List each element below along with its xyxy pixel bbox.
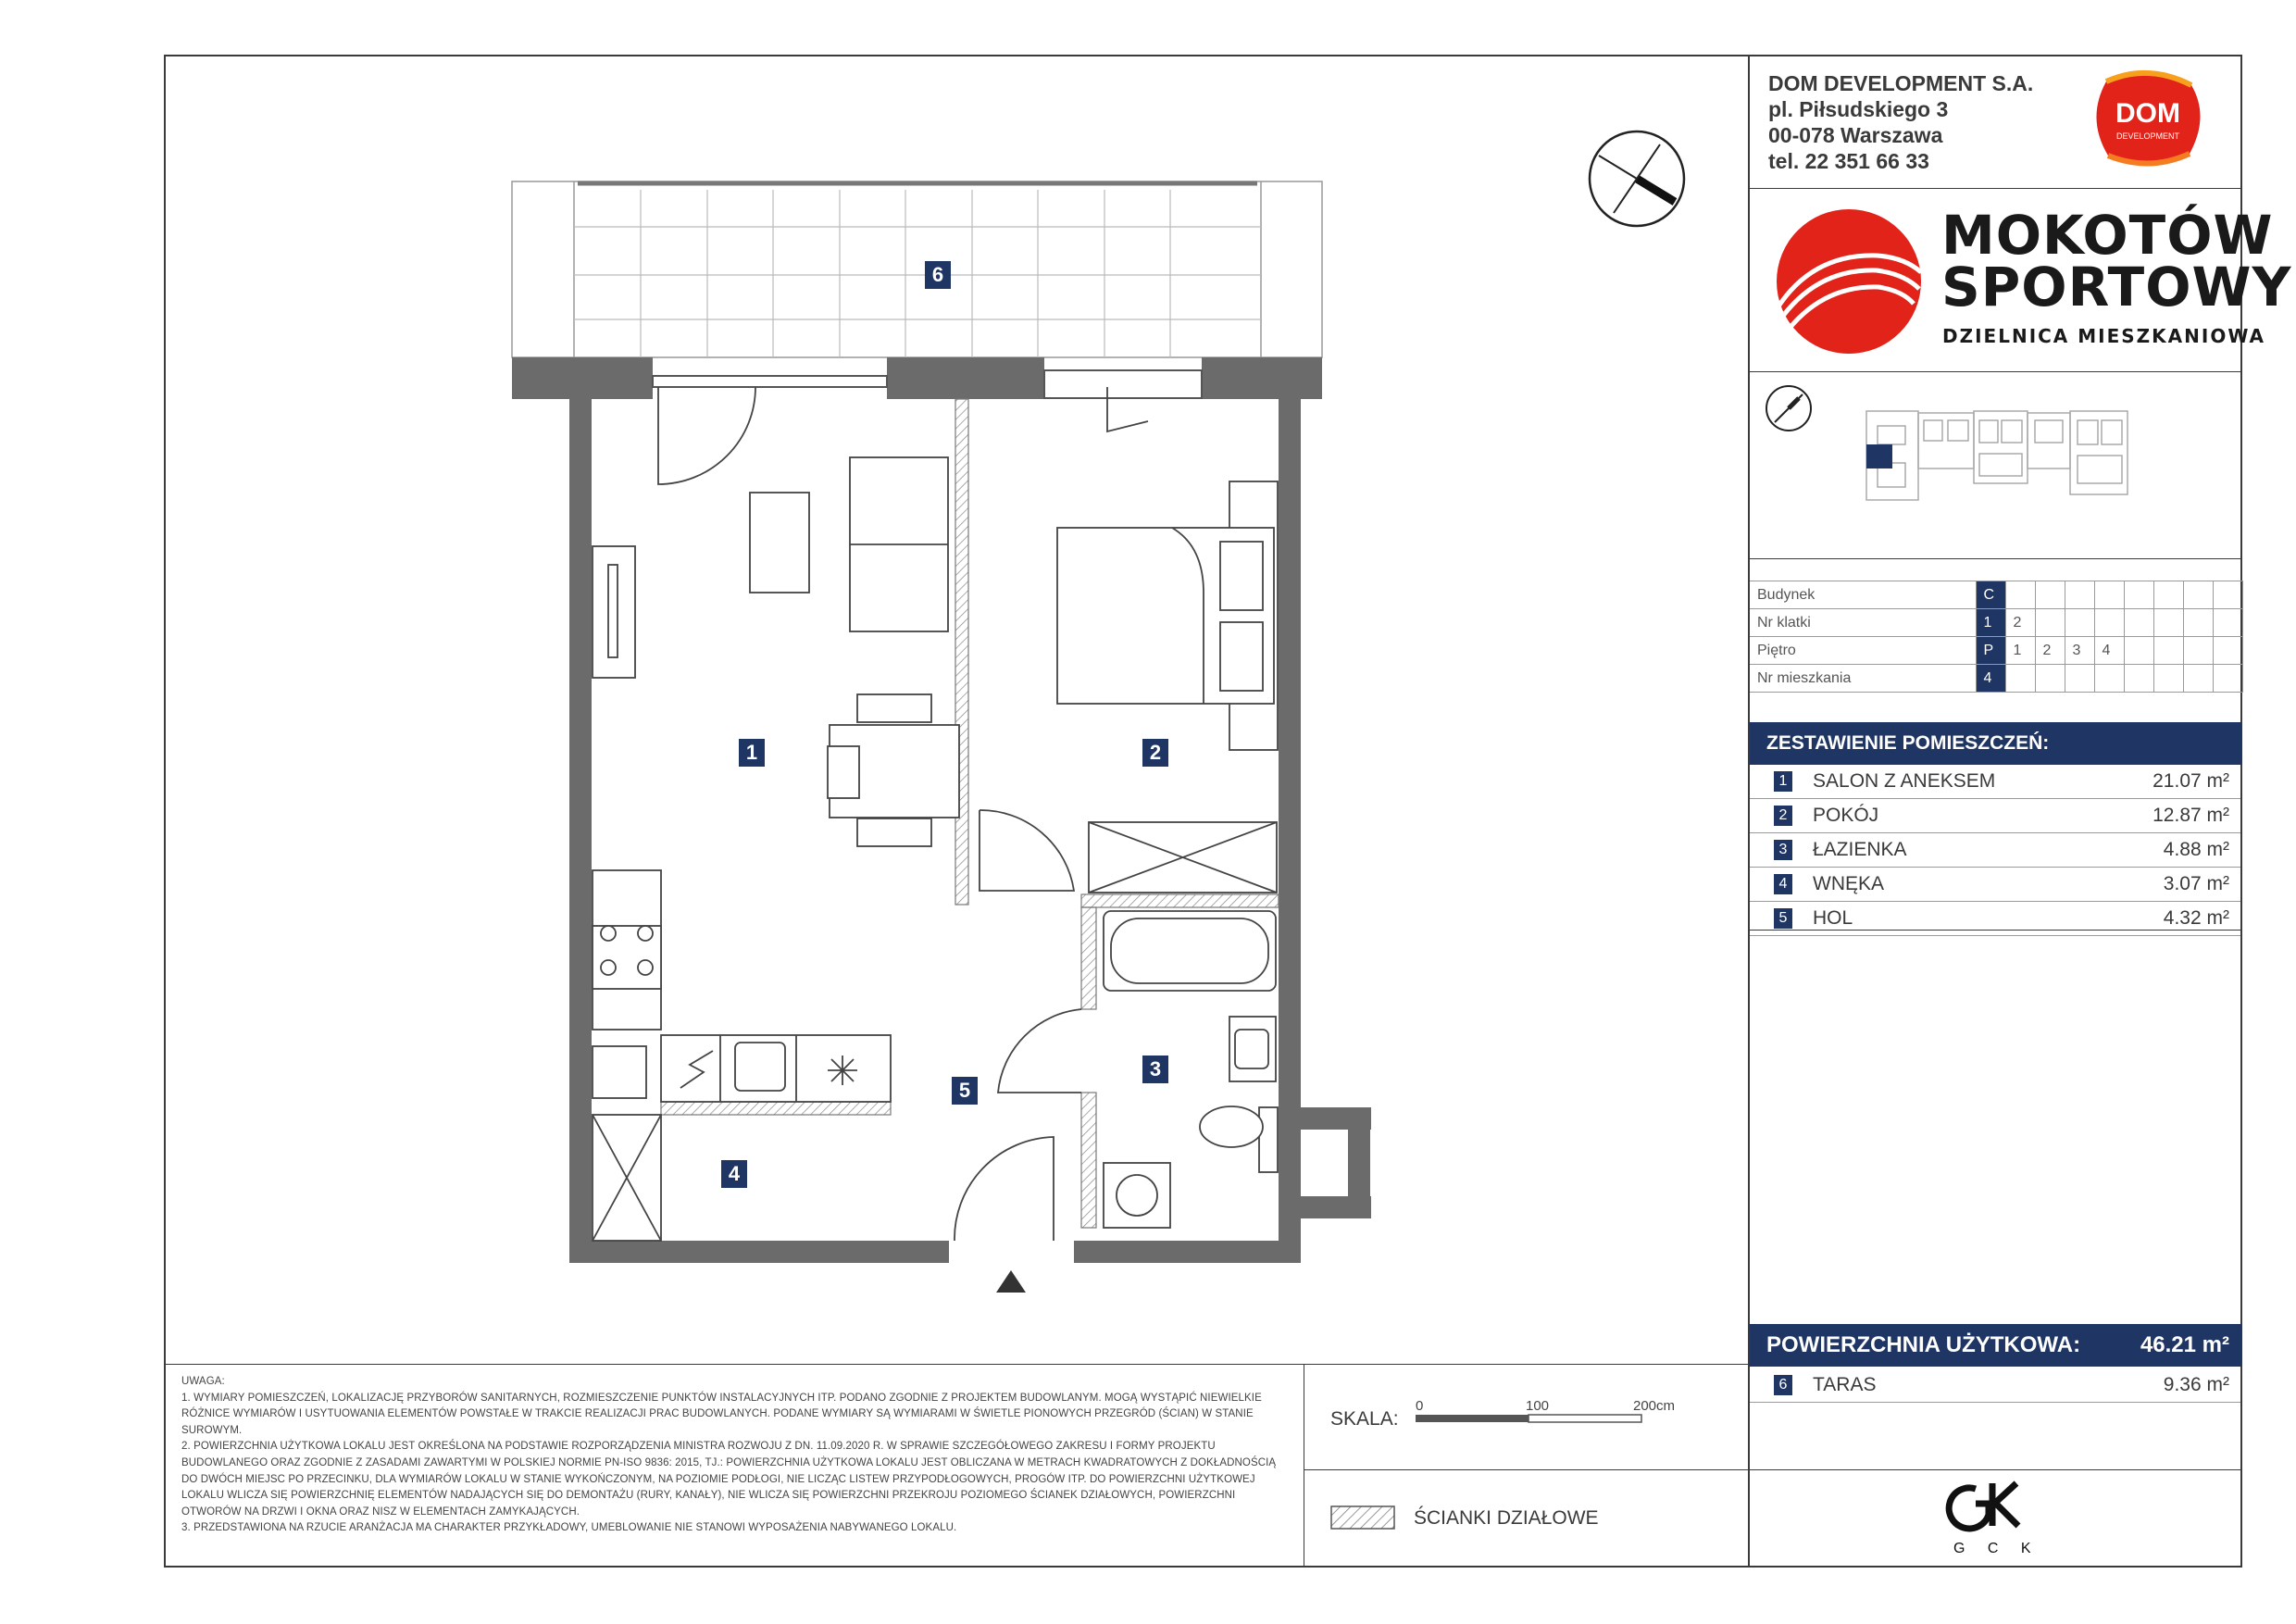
info-cell [2035,581,2065,609]
note-item: 1. WYMIARY POMIESZCZEŃ, LOKALIZACJĘ PRZYBORÓW SANITARNYCH, ROZMIESZCZENIE PUNKTÓW INSTALACYJNYCH ITP. PODANO ZGODNIE Z PROJEKTEM BUDOWLANYM. MOGĄ WYSTĄPIĆ NIEWIELKIE RÓŻNICE WYMIARÓW I USYTUOWANIA ELEMENTÓW POWSTAŁE W TRAKCIE REALIZACJI PRAC BUDOWLANYCH. PODANE WYMIARY SĄ WYMIARAMI W ŚWIETLE PIONOWYCH PRZEGRÓD (ŚCIAN) W STANIE SUROWYM. [181,1392,1262,1436]
info-cell [2183,665,2213,693]
room-area: 4.88 m² [2163,839,2229,860]
info-cell [2213,609,2242,637]
info-label: Nr klatki [1750,609,1976,637]
info-cell: P [1976,637,2005,665]
info-cell [2065,609,2094,637]
info-cell [2094,609,2124,637]
info-cell: 4 [2094,637,2124,665]
room-number: 5 [1774,908,1792,929]
plan-label-4: 4 [721,1160,747,1188]
info-cell [2153,665,2183,693]
info-cell [2124,637,2153,665]
mokotow-sportowy-logo-mark [1775,207,1923,356]
legend-label: ŚCIANKI DZIAŁOWE [1414,1507,1599,1529]
svg-text:DEVELOPMENT: DEVELOPMENT [2115,131,2180,141]
room-number: 3 [1774,840,1792,860]
info-cell [2183,609,2213,637]
note-item: 2. POWIERZCHNIA UŻYTKOWA LOKALU JEST OKREŚLONA NA PODSTAWIE ROZPORZĄDZENIA MINISTRA ROZWOJU Z DN. 11.09.2020 R. W SPRAWIE SZCZEGÓŁOWEGO ZAKRESU I FORMY PROJEKTU BUDOWLANEGO ORAZ ZGODNIE Z ZASADAMI ZAWARTYMI W POLSKIEJ NORMIE PN-ISO 9836: 2015, TJ.: POWIERZCHNIA UŻYTKOWA LOKALU JEST OBLICZANA W METRACH KWADRATOWYCH Z DOKŁADNOŚCIĄ DO DWÓCH MIEJSC PO PRZECINKU, DLA WYMIARÓW LOKALU W STANIE WYKOŃCZONYM, NA POZIOMIE PODŁOGI, NIE LICZĄC LISTEW PRZYPODŁOGOWYCH, PROGÓW ITP. DO POWIERZCHNI UŻYTKOWEJ LOKALU WLICZA SIĘ POWIERZCHNIĘ ELEMENTÓW NADAJĄCYCH SIĘ DO DEMONTAŻU (RURY, KANAŁY), NIE WLICZA SIĘ POWIERZCHNI PRZEKROJU POZIOMEGO ŚCIANEK DZIAŁOWYCH, POWIERZCHNI OTWORÓW NA DRZWI I OKNA ORAZ NISZ W ELEMENTACH ZAMYKAJĄCYCH. [181,1441,1277,1518]
building-key-plan [1859,407,2137,506]
company-block [1768,70,2033,174]
plan-label-5: 5 [952,1077,978,1105]
living-furniture [593,457,959,846]
info-cell [2094,665,2124,693]
info-cell [2094,581,2124,609]
info-cell [2213,637,2242,665]
room-row [1750,833,2240,868]
panel-divider [1748,558,2242,559]
dom-development-logo [2088,69,2208,169]
usable-area-label: POWIERZCHNIA UŻYTKOWA: [1766,1332,2081,1357]
room-number: 2 [1774,806,1792,826]
room-name: WNĘKA [1813,873,1885,894]
svg-text:DOM: DOM [2115,98,2180,129]
info-row-pietro [1750,637,2242,665]
info-cell: 2 [2005,609,2035,637]
room-row [1750,868,2240,902]
terrace-area-drawing [512,181,1322,357]
info-cell [2005,665,2035,693]
usable-area-value: 46.21 m² [2140,1332,2229,1357]
bottom-divider [1304,1469,1750,1470]
room-name: POKÓJ [1813,805,1879,826]
info-label: Budynek [1750,581,1976,609]
room-area: 4.32 m² [2163,907,2229,929]
info-cell [2035,665,2065,693]
rooms-list [1750,765,2240,936]
room-area: 21.07 m² [2152,770,2229,792]
panel-divider [1748,1469,2242,1470]
room-area: 12.87 m² [2152,805,2229,826]
info-cell [2124,609,2153,637]
info-cell: 1 [2005,637,2035,665]
partition-wall-hatch-swatch [1330,1505,1395,1530]
terrace-name: TARAS [1813,1374,1877,1395]
panel-divider [1748,371,2242,372]
company-name: DOM DEVELOPMENT S.A. [1768,71,2034,95]
info-cell: C [1976,581,2005,609]
usable-area-band [1750,1324,2242,1367]
info-cell [2153,609,2183,637]
compass-small-icon [1764,383,1814,433]
bottom-divider [164,1364,1750,1365]
info-label: Piętro [1750,637,1976,665]
floor-plan [500,176,1398,1305]
rooms-header [1750,722,2242,765]
info-row-klatka [1750,609,2242,637]
terrace-row [1750,1368,2240,1403]
bedroom-furniture [1057,481,1278,893]
notes-title: UWAGA: [181,1376,225,1387]
info-cell: 4 [1976,665,2005,693]
room-area: 3.07 m² [2163,873,2229,894]
info-row-budynek [1750,581,2242,609]
info-cell [2153,581,2183,609]
note-item: 3. PRZEDSTAWIONA NA RZUCIE ARANŻACJA MA CHARAKTER PRZYKŁADOWY, UMEBLOWANIE NIE STANOWI WYPOSAŻENIA NABYWANEGO LOKALU. [181,1522,957,1534]
info-cell [2065,665,2094,693]
info-cell [2124,665,2153,693]
info-label: Nr mieszkania [1750,665,1976,693]
info-cell [2213,581,2242,609]
project-title-line2: SPORTOWY [1941,256,2292,319]
info-cell [2183,581,2213,609]
info-cell [2124,581,2153,609]
info-cell [2035,609,2065,637]
notes-block [181,1374,1292,1537]
project-title [1941,204,2292,319]
room-row [1750,902,2240,936]
scale-tick: 0 [1416,1398,1424,1414]
plan-label-6: 6 [925,261,951,289]
plan-label-1: 1 [739,739,765,767]
info-cell [2213,665,2242,693]
project-subtitle: DZIELNICA MIESZKANIOWA [1942,325,2265,347]
north-compass-icon [1586,128,1688,230]
project-title-line1: MOKOTÓW [1941,204,2274,267]
room-number: 4 [1774,874,1792,894]
panel-divider [1748,188,2242,189]
info-cell [2065,581,2094,609]
scale-tick: 200cm [1633,1398,1676,1414]
plan-label-3: 3 [1142,1056,1168,1083]
apartment-info-table [1750,581,2243,693]
room-name: SALON Z ANEKSEM [1813,770,1996,792]
bathroom-furniture [1104,911,1278,1228]
info-row-mieszkanie [1750,665,2242,693]
room-row [1750,799,2240,833]
info-cell: 1 [1976,609,2005,637]
info-cell [2153,637,2183,665]
room-name: ŁAZIENKA [1813,839,1907,860]
company-street: pl. Piłsudskiego 3 [1768,97,1949,121]
scale-tick: 100 [1526,1398,1550,1414]
room-number: 1 [1774,771,1792,792]
room-row [1750,765,2240,799]
terrace-number: 6 [1774,1375,1792,1395]
terrace-area: 9.36 m² [2163,1374,2229,1395]
gck-letters: G C K [1953,1541,2040,1556]
info-cell: 2 [2035,637,2065,665]
room-name: HOL [1813,907,1853,929]
info-cell [2005,581,2035,609]
info-cell [2183,637,2213,665]
info-cell: 3 [2065,637,2094,665]
plan-label-2: 2 [1142,739,1168,767]
scale-label: SKALA: [1330,1408,1399,1430]
company-city: 00-078 Warszawa [1768,123,1943,147]
rooms-header-text: ZESTAWIENIE POMIESZCZEŃ: [1766,732,2050,754]
company-phone: tel. 22 351 66 33 [1768,149,1929,173]
entry-arrow-icon [996,1270,1026,1293]
